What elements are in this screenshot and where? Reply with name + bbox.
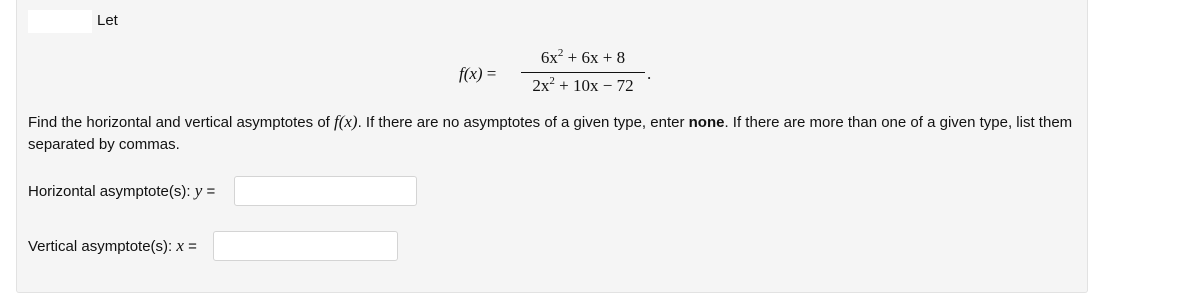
function-lhs — [459, 64, 496, 84]
denominator-lead-term: 2x — [532, 76, 550, 95]
instruction-function: f(x) — [334, 112, 358, 131]
denominator — [521, 76, 645, 96]
instruction-none-keyword: none — [688, 114, 725, 131]
vertical-label-text: Vertical asymptote(s): — [28, 238, 177, 255]
horizontal-asymptote-input[interactable] — [234, 176, 417, 206]
question-panel — [16, 0, 1088, 293]
function-name: f(x) — [459, 64, 483, 83]
numerator — [521, 48, 645, 68]
fraction-bar — [521, 72, 645, 73]
instruction-part2: . If there are no asymptotes of a given type, enter — [357, 114, 689, 131]
numerator-rest: + 6x + 8 — [563, 48, 626, 67]
denominator-exponent: 2 — [549, 75, 555, 87]
vertical-variable: x — [176, 236, 184, 255]
horizontal-equals: = — [202, 183, 216, 200]
horizontal-label-text: Horizontal asymptote(s): — [28, 183, 195, 200]
instruction-text — [28, 111, 1083, 156]
intro-text: Let — [97, 12, 118, 29]
horizontal-asymptote-label — [28, 181, 215, 201]
horizontal-variable: y — [194, 181, 203, 200]
instruction-part3: . If there are more than one of a given type, list them separated by commas. — [28, 114, 1073, 153]
question-number-box — [28, 10, 92, 33]
vertical-equals: = — [183, 238, 197, 255]
formula-period: . — [647, 64, 652, 83]
equals-sign: = — [486, 64, 497, 83]
denominator-rest: + 10x − 72 — [554, 76, 634, 95]
vertical-asymptote-label — [28, 236, 197, 256]
instruction-part1: Find the horizontal and vertical asymptotes of — [28, 114, 334, 131]
numerator-exponent: 2 — [557, 47, 564, 59]
numerator-lead-term: 6x — [540, 48, 558, 67]
vertical-asymptote-input[interactable] — [213, 231, 398, 261]
